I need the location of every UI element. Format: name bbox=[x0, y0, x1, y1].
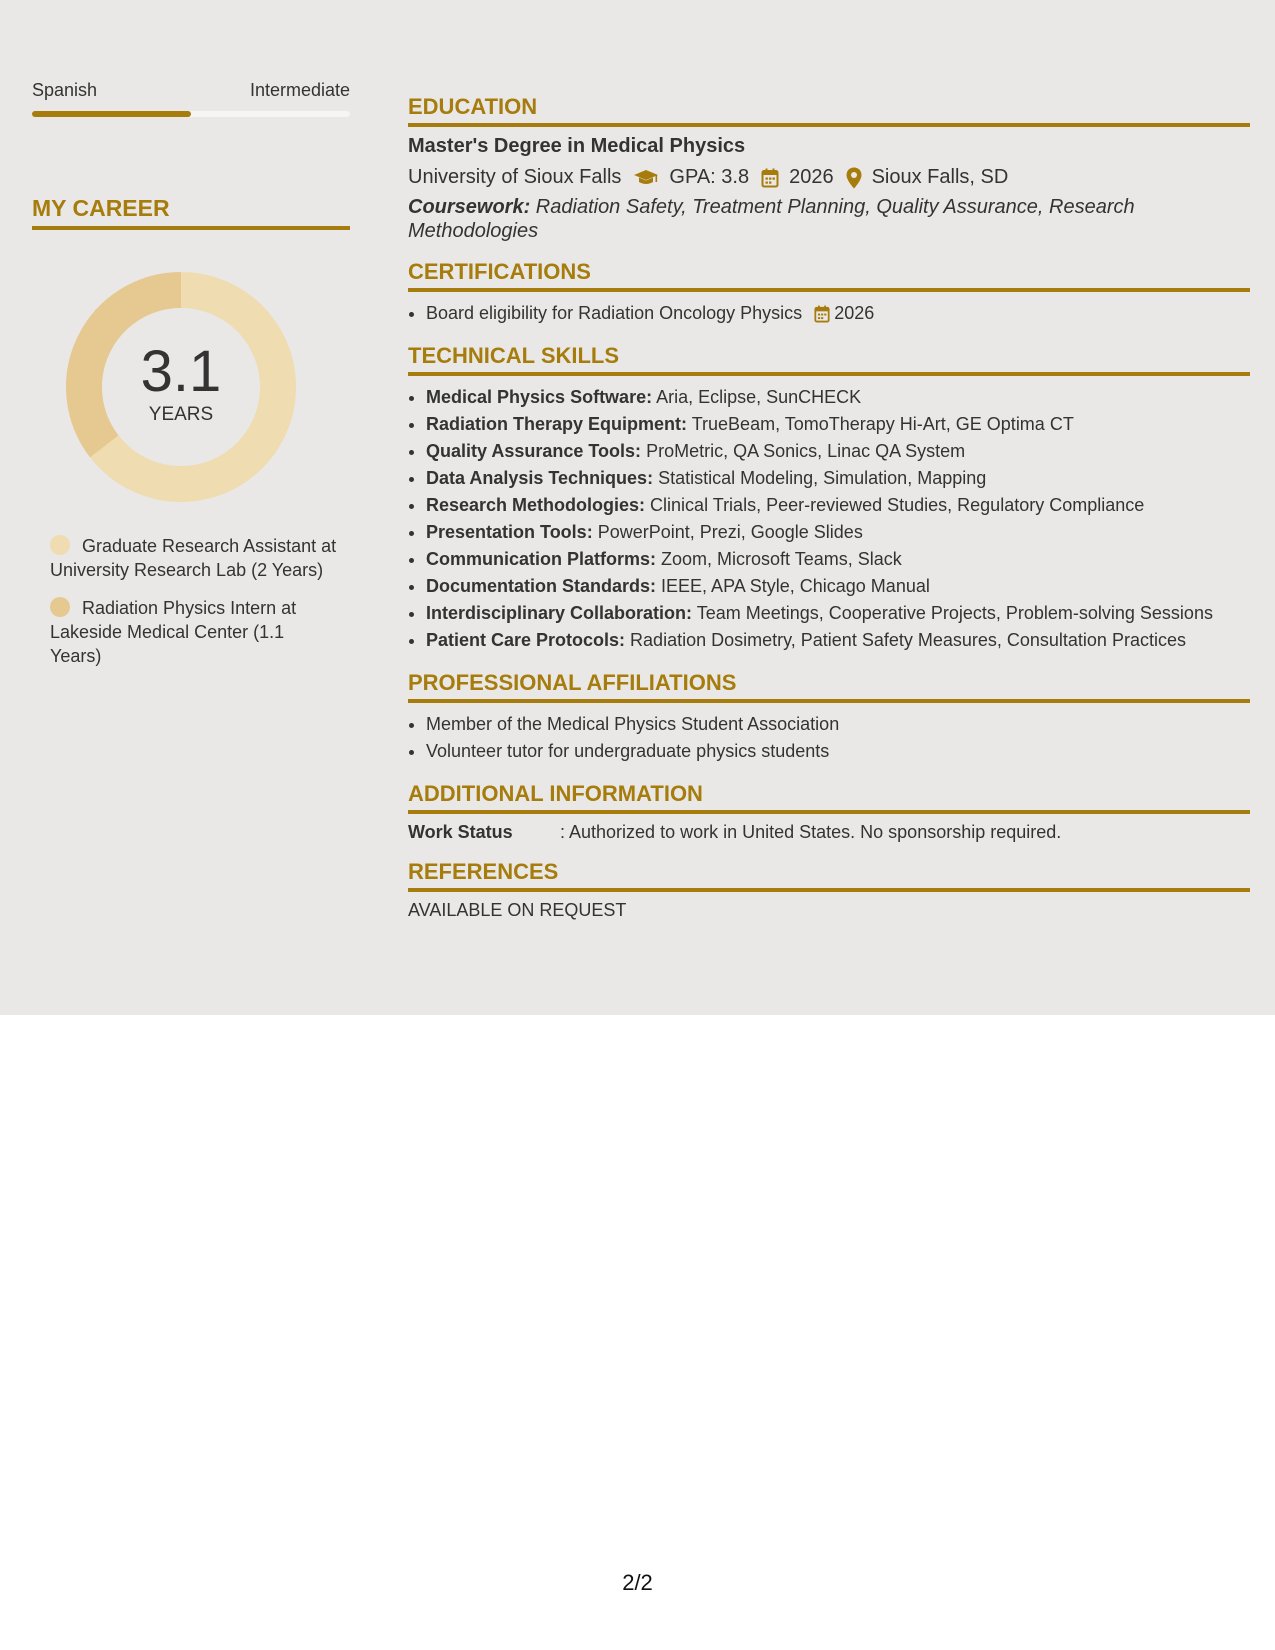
affiliations-list bbox=[408, 711, 1250, 765]
page-number: 2/2 bbox=[622, 1570, 653, 1595]
language-row bbox=[32, 80, 350, 101]
left-column bbox=[32, 80, 350, 682]
coursework-text: Radiation Safety, Treatment Planning, Quality Assurance, Research Methodologies bbox=[408, 196, 1135, 242]
career-item-label: Graduate Research Assistant at University Research Lab (2 Years) bbox=[50, 536, 337, 580]
language-level: Intermediate bbox=[249, 80, 350, 100]
career-legend bbox=[50, 534, 340, 668]
skill-item bbox=[426, 438, 1250, 465]
certification-item bbox=[426, 300, 1250, 327]
additional-info-title: ADDITIONAL INFORMATION bbox=[408, 781, 1250, 814]
technical-skills-list bbox=[408, 384, 1250, 654]
skill-value: Aria, Eclipse, SunCHECK bbox=[652, 387, 862, 407]
education-degree: Master's Degree in Medical Physics bbox=[408, 135, 746, 157]
career-total-unit: YEARS bbox=[148, 404, 214, 425]
legend-dot-icon bbox=[50, 535, 70, 555]
skill-label: Communication Platforms: bbox=[426, 549, 657, 569]
education-coursework bbox=[408, 195, 1250, 243]
references-title: REFERENCES bbox=[408, 859, 1250, 892]
skill-item bbox=[426, 519, 1250, 546]
coursework-label: Coursework: bbox=[408, 196, 531, 218]
donut-center bbox=[66, 272, 296, 502]
skill-value: ProMetric, QA Sonics, Linac QA System bbox=[641, 441, 966, 461]
education-location: Sioux Falls, SD bbox=[871, 166, 1009, 188]
skill-label: Research Methodologies: bbox=[426, 495, 646, 515]
skill-label: Medical Physics Software: bbox=[426, 387, 653, 407]
skill-value: IEEE, APA Style, Chicago Manual bbox=[656, 576, 930, 596]
skill-label: Quality Assurance Tools: bbox=[426, 441, 642, 461]
language-level-bar bbox=[32, 111, 350, 117]
skill-label: Patient Care Protocols: bbox=[426, 630, 626, 650]
calendar-icon bbox=[761, 168, 779, 188]
skill-item bbox=[426, 492, 1250, 519]
affiliation-item: • Member of the Medical Physics Student Association bbox=[426, 711, 1250, 738]
affiliations-title: PROFESSIONAL AFFILIATIONS bbox=[408, 670, 1250, 703]
skill-item bbox=[426, 573, 1250, 600]
affiliation-item: • Volunteer tutor for undergraduate physics students bbox=[426, 738, 1250, 765]
work-status-value: : Authorized to work in United States. No sponsorship required. bbox=[560, 822, 1062, 842]
work-status-row bbox=[408, 822, 1250, 843]
skill-item bbox=[426, 411, 1250, 438]
right-column bbox=[408, 94, 1250, 921]
language-level-fill bbox=[32, 111, 191, 117]
skill-value: Team Meetings, Cooperative Projects, Problem-solving Sessions bbox=[692, 603, 1213, 623]
skill-item bbox=[426, 546, 1250, 573]
skill-label: Documentation Standards: bbox=[426, 576, 657, 596]
skill-label: Presentation Tools: bbox=[426, 522, 593, 542]
career-total-value: 3.1 bbox=[140, 339, 222, 404]
education-year: 2026 bbox=[789, 166, 834, 188]
certifications-title: CERTIFICATIONS bbox=[408, 259, 1250, 292]
skill-value: PowerPoint, Prezi, Google Slides bbox=[592, 522, 863, 542]
skill-label: Data Analysis Techniques: bbox=[426, 468, 654, 488]
legend-dot-icon bbox=[50, 597, 70, 617]
education-gpa: GPA: 3.8 bbox=[669, 166, 750, 188]
certification-text: • Board eligibility for Radiation Oncology Physics bbox=[426, 303, 803, 323]
education-school: University of Sioux Falls bbox=[408, 166, 622, 188]
skill-value: Statistical Modeling, Simulation, Mapping bbox=[653, 468, 987, 488]
career-item-label: Radiation Physics Intern at Lakeside Medical Center (1.1 Years) bbox=[50, 598, 297, 666]
certification-year: 2026 bbox=[834, 303, 875, 323]
skill-label: Interdisciplinary Collaboration: bbox=[426, 603, 693, 623]
career-donut-chart bbox=[66, 272, 296, 502]
technical-skills-title: TECHNICAL SKILLS bbox=[408, 343, 1250, 376]
skill-value: TrueBeam, TomoTherapy Hi-Art, GE Optima CT bbox=[687, 414, 1074, 434]
language-name: Spanish bbox=[32, 80, 98, 100]
skill-value: Radiation Dosimetry, Patient Safety Measures, Consultation Practices bbox=[625, 630, 1186, 650]
skill-item bbox=[426, 465, 1250, 492]
education-title: EDUCATION bbox=[408, 94, 1250, 127]
graduation-cap-icon bbox=[633, 169, 659, 187]
skill-item bbox=[426, 627, 1250, 654]
calendar-icon bbox=[814, 305, 830, 323]
career-title: MY CAREER bbox=[32, 195, 350, 230]
skill-item bbox=[426, 600, 1250, 627]
references-text: AVAILABLE ON REQUEST bbox=[408, 900, 627, 920]
skill-value: Zoom, Microsoft Teams, Slack bbox=[656, 549, 902, 569]
skill-item bbox=[426, 384, 1250, 411]
certifications-list bbox=[408, 300, 1250, 327]
career-legend-item bbox=[50, 534, 340, 582]
education-details bbox=[408, 166, 1250, 189]
skill-value: Clinical Trials, Peer-reviewed Studies, Regulatory Compliance bbox=[645, 495, 1145, 515]
map-pin-icon bbox=[846, 167, 862, 189]
career-legend-item bbox=[50, 596, 340, 668]
work-status-key: Work Status bbox=[408, 822, 513, 842]
skill-label: Radiation Therapy Equipment: bbox=[426, 414, 688, 434]
